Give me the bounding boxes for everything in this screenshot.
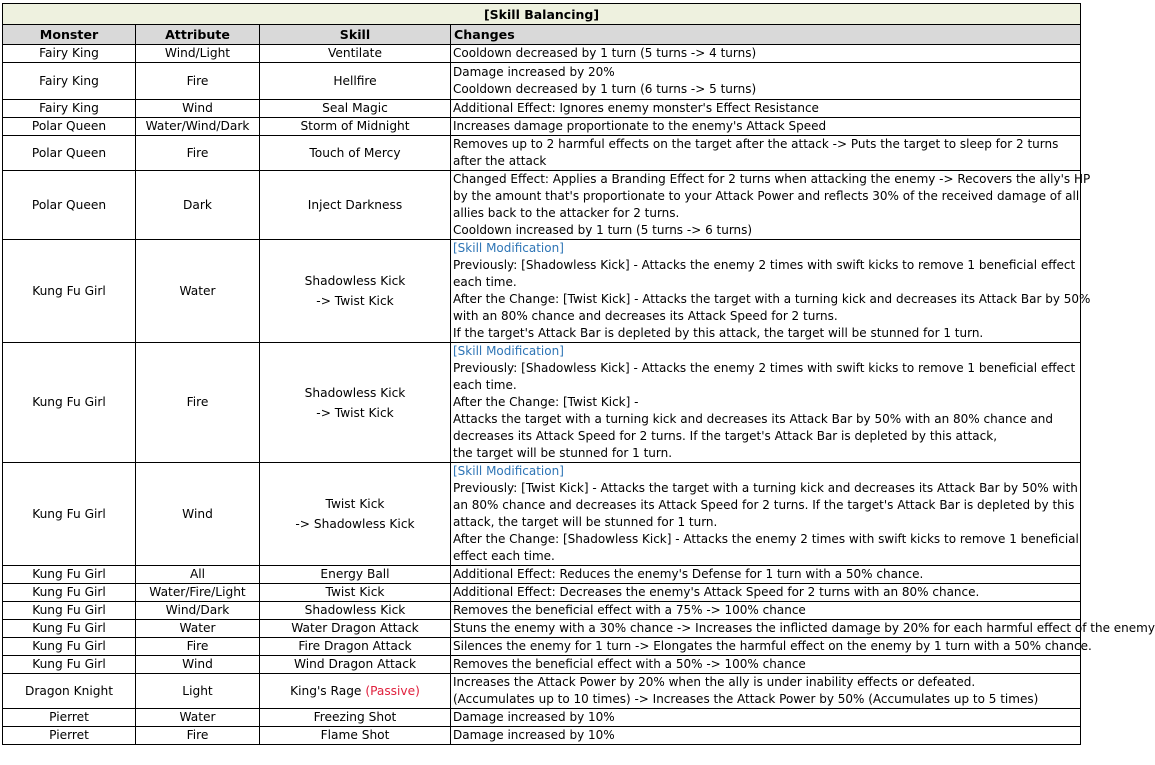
table-row (3, 602, 1081, 620)
skill-name-new: -> Twist Kick (316, 294, 394, 308)
cell-attribute: Water/Wind/Dark (136, 118, 260, 136)
change-line: each time. (453, 378, 517, 392)
table-row (3, 136, 1081, 171)
cell-skill (260, 674, 451, 709)
skill-name: Storm of Midnight (300, 119, 410, 133)
change-line: Stuns the enemy with a 30% chance -> Increases the inflicted damage by 20% for each harmful effect of the enemy (453, 621, 1155, 635)
cell-monster: Kung Fu Girl (3, 566, 136, 584)
table-row (3, 709, 1081, 727)
cell-monster: Kung Fu Girl (3, 343, 136, 463)
skill-name: Touch of Mercy (309, 145, 401, 160)
cell-changes (451, 63, 1081, 100)
cell-monster: Kung Fu Girl (3, 602, 136, 620)
table-row (3, 118, 1081, 136)
cell-skill (260, 656, 451, 674)
cell-attribute: Wind (136, 100, 260, 118)
cell-monster: Fairy King (3, 100, 136, 118)
cell-skill (260, 240, 451, 343)
table-row (3, 240, 1081, 343)
cell-attribute: Light (136, 674, 260, 709)
change-line: Damage increased by 10% (453, 728, 615, 742)
table-title: [Skill Balancing] (3, 4, 1081, 25)
change-line: by the amount that's proportionate to your Attack Power and reflects 30% of the received damage of all (453, 189, 1080, 203)
cell-changes (451, 620, 1155, 638)
change-line: Previously: [Shadowless Kick] - Attacks the enemy 2 times with swift kicks to remove 1 beneficial effect (453, 258, 1076, 272)
table-row (3, 63, 1081, 100)
change-line: allies back to the attacker for 2 turns. (453, 206, 680, 220)
skill-table (2, 3, 1155, 745)
change-line: After the Change: [Twist Kick] - (453, 395, 639, 409)
table-body (3, 45, 1155, 745)
table-row (3, 584, 1081, 602)
change-line: Damage increased by 10% (453, 710, 615, 724)
table-row (3, 463, 1081, 566)
header-skill: Skill (260, 25, 451, 45)
cell-skill (260, 136, 451, 171)
cell-monster: Pierret (3, 727, 136, 745)
skill-name: King's Rage (290, 683, 362, 698)
change-line: Removes the beneficial effect with a 75% -> 100% chance (453, 603, 806, 617)
cell-changes (451, 566, 1081, 584)
cell-skill (260, 463, 451, 566)
cell-monster: Fairy King (3, 63, 136, 100)
change-line: Previously: [Shadowless Kick] - Attacks the enemy 2 times with swift kicks to remove 1 beneficial effect (453, 361, 1076, 375)
change-line: the target will be stunned for 1 turn. (453, 446, 673, 460)
skill-name: Fire Dragon Attack (298, 639, 412, 653)
cell-monster: Kung Fu Girl (3, 584, 136, 602)
skill-name: Shadowless Kick (304, 385, 406, 400)
cell-skill (260, 63, 451, 100)
change-line: Increases damage proportionate to the enemy's Attack Speed (453, 119, 827, 133)
cell-attribute: Fire (136, 638, 260, 656)
change-line: Attacks the target with a turning kick and decreases its Attack Bar by 50% with an 80% chance and (453, 412, 1054, 426)
change-line: Cooldown increased by 1 turn (5 turns -> 6 turns) (453, 223, 753, 237)
cell-attribute: Wind/Light (136, 45, 260, 63)
change-line: After the Change: [Twist Kick] - Attacks the target with a turning kick and decreases its Attack Bar by 50% (453, 292, 1091, 306)
cell-skill (260, 343, 451, 463)
change-line: Silences the enemy for 1 turn -> Elongates the harmful effect on the enemy by 1 turn with a 50% chance. (453, 639, 1092, 653)
skill-modification-label: [Skill Modification] (453, 464, 564, 478)
change-line: If the target's Attack Bar is depleted by this attack, the target will be stunned for 1 turn. (453, 326, 984, 340)
table-row (3, 656, 1081, 674)
cell-attribute: Water/Fire/Light (136, 584, 260, 602)
change-line: Additional Effect: Ignores enemy monster's Effect Resistance (453, 101, 819, 115)
cell-changes (451, 674, 1081, 709)
table-row (3, 674, 1081, 709)
cell-attribute: Water (136, 709, 260, 727)
skill-name: Flame Shot (320, 728, 390, 742)
change-line: Additional Effect: Reduces the enemy's Defense for 1 turn with a 50% chance. (453, 567, 924, 581)
passive-tag: (Passive) (365, 683, 420, 698)
cell-attribute: Wind (136, 656, 260, 674)
header-attribute: Attribute (136, 25, 260, 45)
cell-skill (260, 709, 451, 727)
header-monster: Monster (3, 25, 136, 45)
cell-attribute: Water (136, 240, 260, 343)
cell-changes (451, 136, 1081, 171)
header-row (3, 25, 1081, 45)
table-row (3, 620, 1081, 638)
cell-changes (451, 240, 1091, 343)
cell-monster: Kung Fu Girl (3, 638, 136, 656)
skill-name-new: -> Twist Kick (316, 405, 394, 420)
change-line: each time. (453, 275, 517, 289)
change-line: Changed Effect: Applies a Branding Effect for 2 turns when attacking the enemy -> Recovers the ally's HP (453, 172, 1091, 186)
change-line: Damage increased by 20% (453, 65, 615, 79)
table-row (3, 727, 1081, 745)
change-line: an 80% chance and decreases its Attack Speed for 2 turns. If the target's Attack Bar is depleted by this (453, 498, 1075, 512)
skill-modification-label: [Skill Modification] (453, 241, 564, 255)
cell-monster: Polar Queen (3, 171, 136, 240)
skill-name: Energy Ball (320, 567, 390, 581)
table-row (3, 638, 1081, 656)
cell-attribute: Fire (136, 727, 260, 745)
cell-skill (260, 171, 451, 240)
table-row (3, 171, 1081, 240)
cell-attribute: Wind (136, 463, 260, 566)
cell-changes (451, 727, 1081, 745)
cell-monster: Polar Queen (3, 136, 136, 171)
cell-changes (451, 118, 1081, 136)
change-line: Removes the beneficial effect with a 50% -> 100% chance (453, 657, 806, 671)
skill-name-new: -> Shadowless Kick (295, 517, 415, 531)
cell-attribute: Dark (136, 171, 260, 240)
skill-balancing-sheet (2, 3, 1155, 745)
cell-attribute: Fire (136, 136, 260, 171)
change-line: (Accumulates up to 10 times) -> Increases the Attack Power by 50% (Accumulates up to 5 times) (453, 692, 1039, 706)
cell-skill (260, 100, 451, 118)
change-line: Additional Effect: Decreases the enemy's Attack Speed for 2 turns with an 80% chance. (453, 585, 980, 599)
skill-name: Ventilate (328, 46, 382, 60)
change-line: attack, the target will be stunned for 1 turn. (453, 515, 718, 529)
cell-attribute: Fire (136, 343, 260, 463)
change-line: After the Change: [Shadowless Kick] - Attacks the enemy 2 times with swift kicks to remove 1 beneficial (453, 532, 1079, 546)
cell-changes (451, 100, 1081, 118)
cell-monster: Pierret (3, 709, 136, 727)
cell-changes (451, 584, 1081, 602)
skill-name: Shadowless Kick (304, 603, 406, 617)
cell-attribute: Wind/Dark (136, 602, 260, 620)
cell-changes (451, 463, 1081, 566)
cell-skill (260, 602, 451, 620)
skill-name: Water Dragon Attack (291, 621, 419, 635)
cell-monster: Kung Fu Girl (3, 240, 136, 343)
change-line: with an 80% chance and decreases its Attack Speed for 2 turns. (453, 309, 838, 323)
change-line: Removes up to 2 harmful effects on the target after the attack -> Puts the target to sleep for 2 turns (453, 137, 1059, 151)
cell-attribute: Fire (136, 63, 260, 100)
cell-monster: Polar Queen (3, 118, 136, 136)
cell-monster: Kung Fu Girl (3, 620, 136, 638)
change-line: Increases the Attack Power by 20% when the ally is under inability effects or defeated. (453, 675, 976, 689)
cell-attribute: All (136, 566, 260, 584)
cell-attribute: Water (136, 620, 260, 638)
change-line: decreases its Attack Speed for 2 turns. If the target's Attack Bar is depleted by this attack, (453, 429, 998, 443)
skill-name: Shadowless Kick (304, 274, 406, 288)
cell-skill (260, 620, 451, 638)
header-changes: Changes (451, 25, 1081, 45)
skill-name: Inject Darkness (307, 197, 403, 212)
change-line: after the attack (453, 154, 547, 168)
cell-skill (260, 118, 451, 136)
cell-changes (451, 45, 1081, 63)
table-row (3, 45, 1081, 63)
cell-changes (451, 343, 1081, 463)
skill-name: Freezing Shot (313, 710, 397, 724)
table-row (3, 566, 1081, 584)
change-line: Cooldown decreased by 1 turn (5 turns -> 4 turns) (453, 46, 757, 60)
cell-skill (260, 566, 451, 584)
cell-changes (451, 709, 1081, 727)
change-line: effect each time. (453, 549, 555, 563)
cell-skill (260, 638, 451, 656)
cell-skill (260, 45, 451, 63)
cell-skill (260, 584, 451, 602)
cell-changes (451, 656, 1081, 674)
cell-changes (451, 638, 1092, 656)
table-row (3, 100, 1081, 118)
cell-monster: Kung Fu Girl (3, 656, 136, 674)
skill-name: Twist Kick (325, 497, 385, 511)
cell-monster: Fairy King (3, 45, 136, 63)
cell-monster: Kung Fu Girl (3, 463, 136, 566)
cell-changes (451, 602, 1081, 620)
change-line: Cooldown decreased by 1 turn (6 turns -> 5 turns) (453, 82, 757, 96)
skill-name: Hellfire (333, 73, 377, 88)
skill-modification-label: [Skill Modification] (453, 344, 564, 358)
table-row (3, 343, 1081, 463)
cell-changes (451, 171, 1091, 240)
cell-skill (260, 727, 451, 745)
skill-name: Wind Dragon Attack (293, 657, 417, 671)
change-line: Previously: [Twist Kick] - Attacks the target with a turning kick and decreases its Attack Bar by 50% with (453, 481, 1078, 495)
skill-name: Twist Kick (325, 585, 385, 599)
skill-name: Seal Magic (322, 101, 388, 115)
cell-monster: Dragon Knight (3, 674, 136, 709)
